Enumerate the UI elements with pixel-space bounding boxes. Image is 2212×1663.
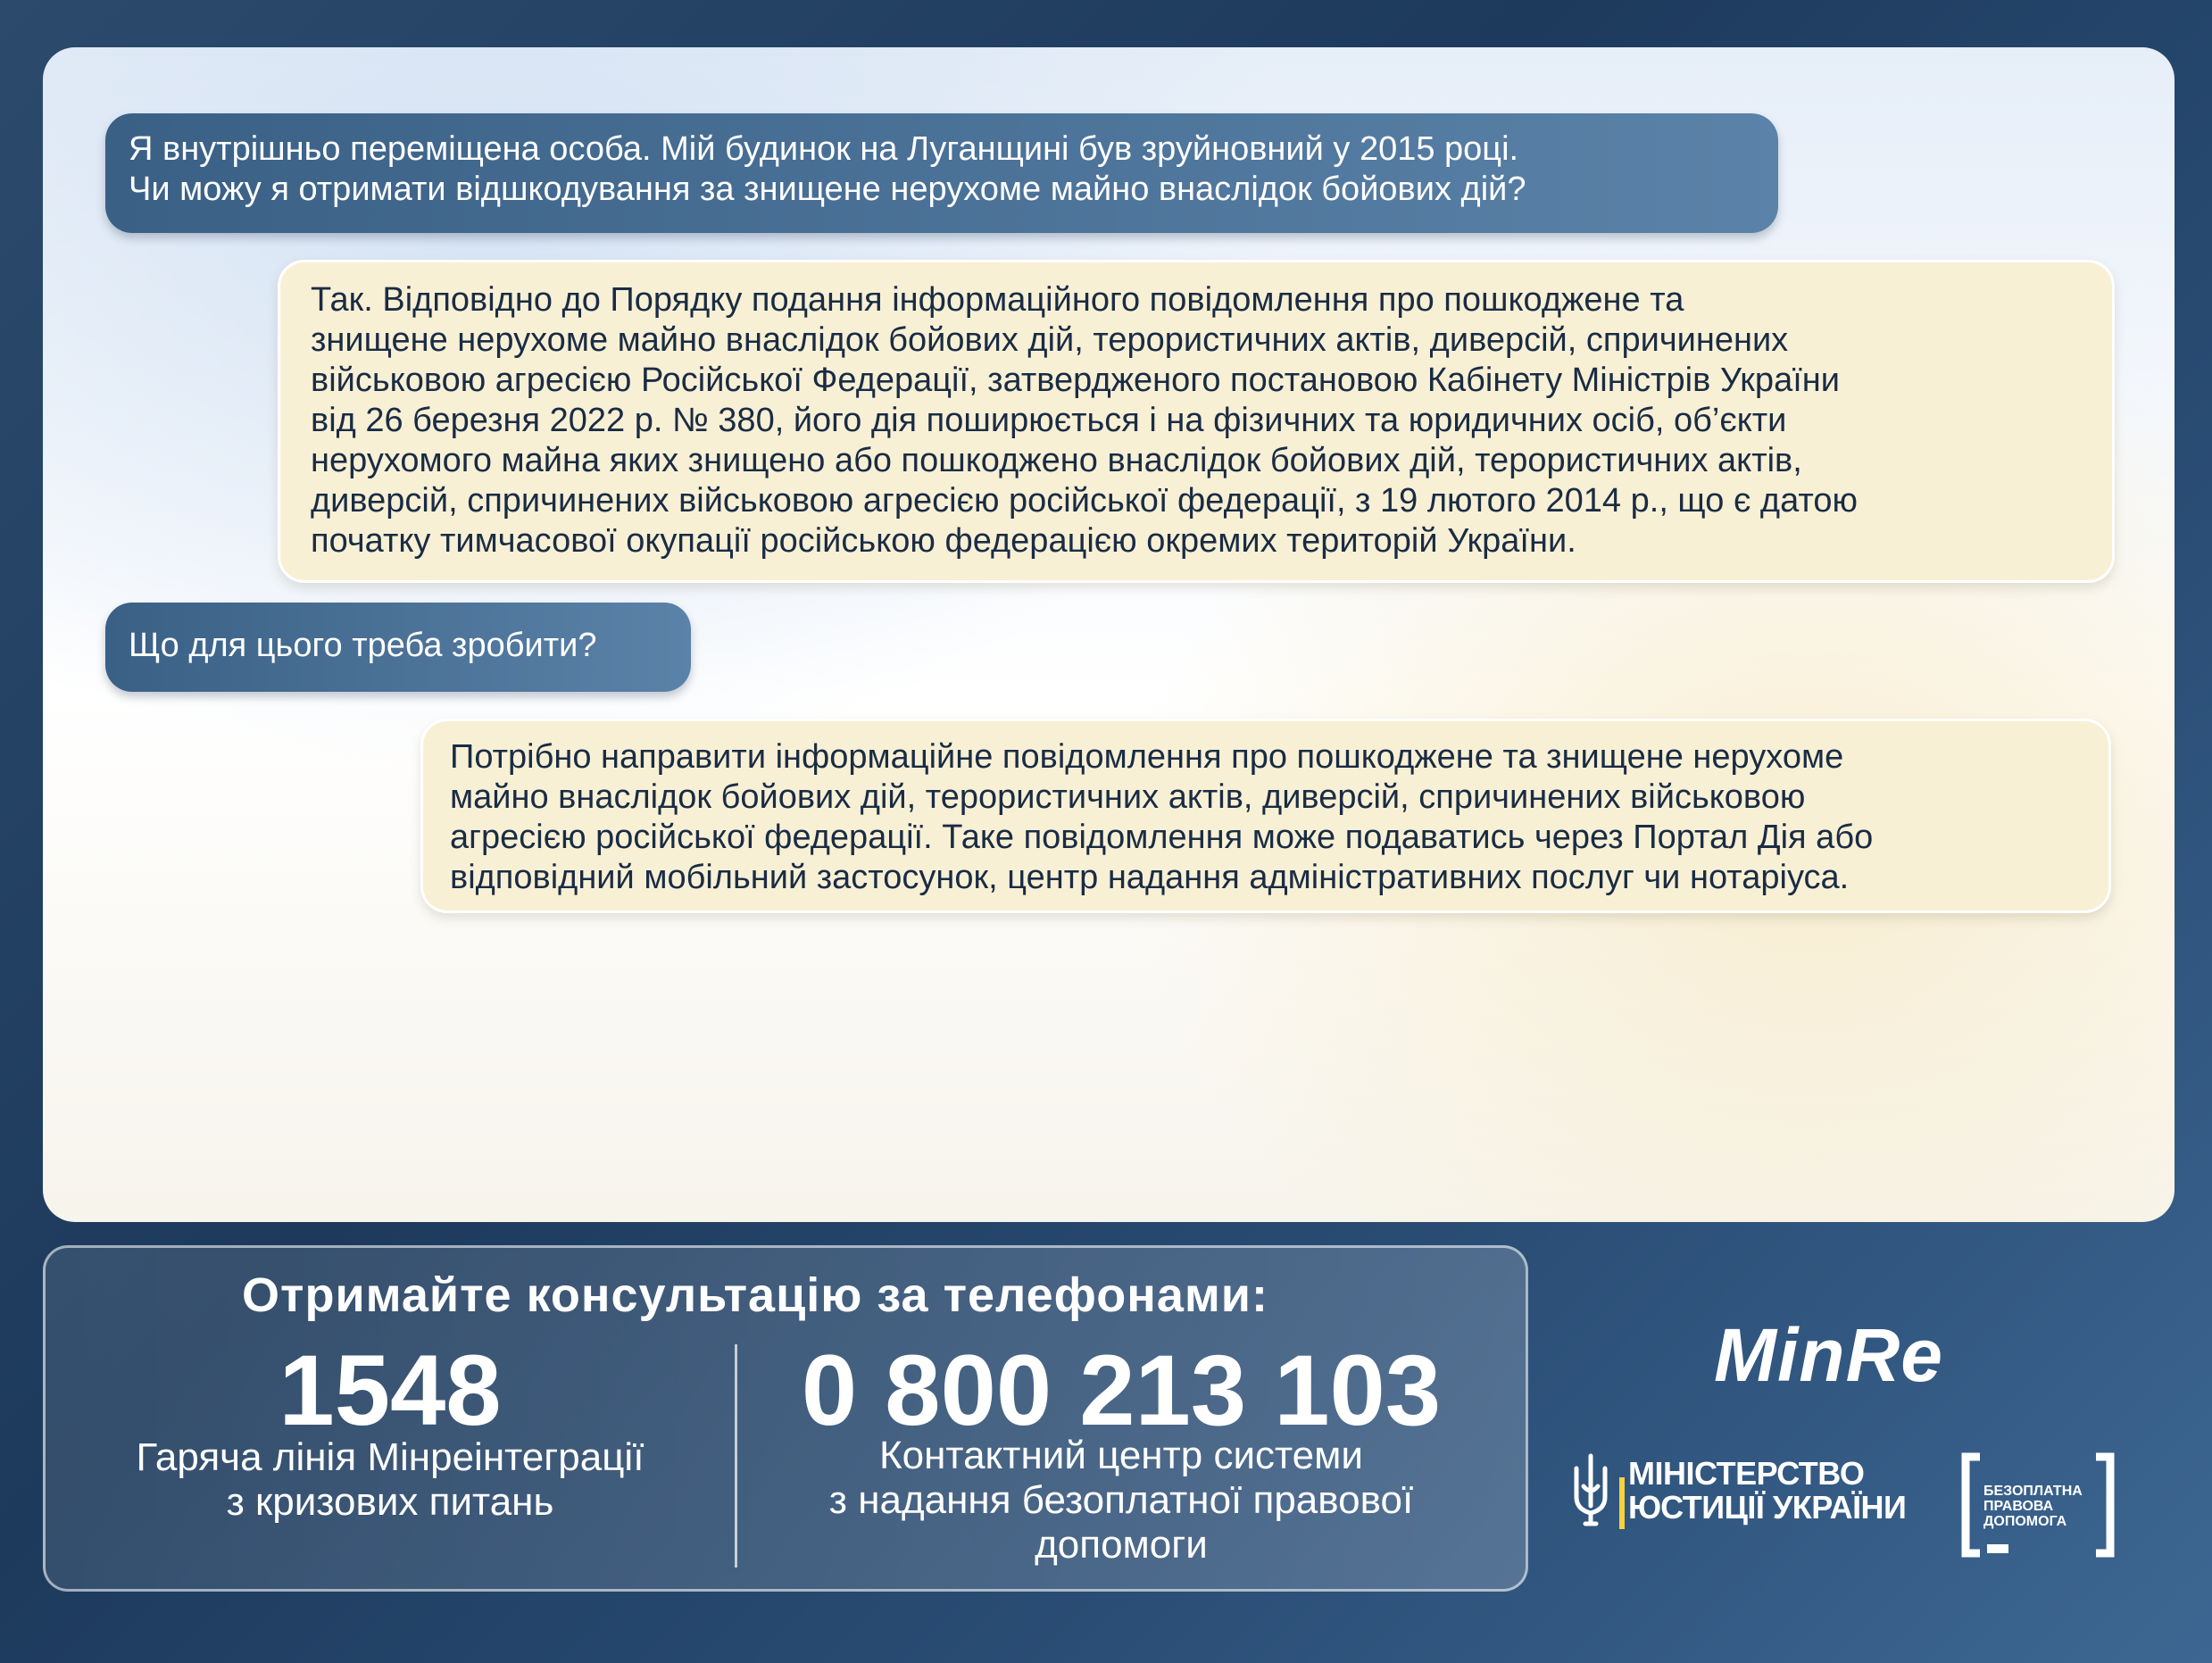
assistant-message-1 [278,260,2115,583]
message-line: від 26 березня 2022 р. № 380, його дія поширюється і на фізичних та юридичних осіб, об’єкти [311,402,1787,439]
chat-card [43,47,2175,1222]
trident-icon [1569,1451,1612,1531]
message-line: агресією російської федерації. Таке повідомлення може подаватись через Портал Дія або [450,819,1874,856]
message-line: Потрібно направити інформаційне повідомлення про пошкоджене та знищене нерухоме [450,738,1844,776]
message-line: знищене нерухоме майно внаслідок бойових дій, терористичних актів, диверсій, спричинених [311,321,1789,359]
caption-line: Контактний центр системи [879,1434,1363,1477]
phone-caption-2 [737,1434,1505,1567]
free-legal-aid-logo [1960,1451,2116,1559]
phone-number-1548[interactable]: 1548 [279,1335,502,1446]
phone-number-legal-aid[interactable]: 0 800 213 103 [801,1335,1442,1446]
message-line: військовою агресією Російської Федерації, затвердженого постановою Кабінету Міністрів України [311,362,1840,399]
caption-line: Гаряча лінія Мінреінтеграції [136,1435,644,1479]
ministry-line: МІНІСТЕРСТВО [1628,1455,1865,1492]
assistant-message-2 [420,719,2111,913]
yellow-accent-bar [1619,1477,1625,1529]
message-line: відповідний мобільний застосунок, центр надання адміністративних послуг чи нотаріуса. [450,859,1850,896]
message-line: майно внаслідок бойових дій, терористичних актів, диверсій, спричинених військовою [450,778,1806,816]
user-message-2 [105,603,691,692]
message-line: Я внутрішньо переміщена особа. Мій будинок на Луганщині був зруйновний у 2015 році. [129,130,1519,168]
bpd-line: ДОПОМОГА [1983,1514,2067,1529]
minre-logo: MinRe [1714,1313,1943,1397]
message-line: початку тимчасової окупації російською федерацією окремих територій України. [311,522,1576,560]
ministry-of-justice-logo [1569,1451,1906,1531]
ministry-line: ЮСТИЦІЇ УКРАЇНИ [1628,1489,1907,1526]
hotline-title: Отримайте консультацію за телефонами: [242,1268,1268,1322]
message-line: Що для цього треба зробити? [129,627,597,664]
message-line: Так. Відповідно до Порядку подання інформаційного повідомлення про пошкоджене та [311,281,1684,319]
free-legal-aid-text [1983,1484,2083,1529]
bpd-line: ПРАВОВА [1983,1499,2054,1514]
message-line: Чи можу я отримати відшкодування за знищене нерухоме майно внаслідок бойових дій? [129,170,1526,208]
message-line: нерухомого майна яких знищено або пошкоджено внаслідок бойових дій, терористичних актів, [311,442,1802,479]
caption-line: з кризових питань [226,1480,554,1524]
caption-line: допомоги [1035,1523,1208,1567]
phone-caption-1 [46,1435,735,1525]
message-line: диверсій, спричинених військовою агресією російської федерації, з 19 лютого 2014 р., що є датою [311,482,1858,520]
user-message-1 [105,113,1778,233]
hotline-panel [43,1245,1528,1592]
bpd-line: БЕЗОПЛАТНА [1983,1484,2083,1499]
ministry-name [1628,1457,1906,1525]
caption-line: з надання безоплатної правової [828,1478,1414,1522]
